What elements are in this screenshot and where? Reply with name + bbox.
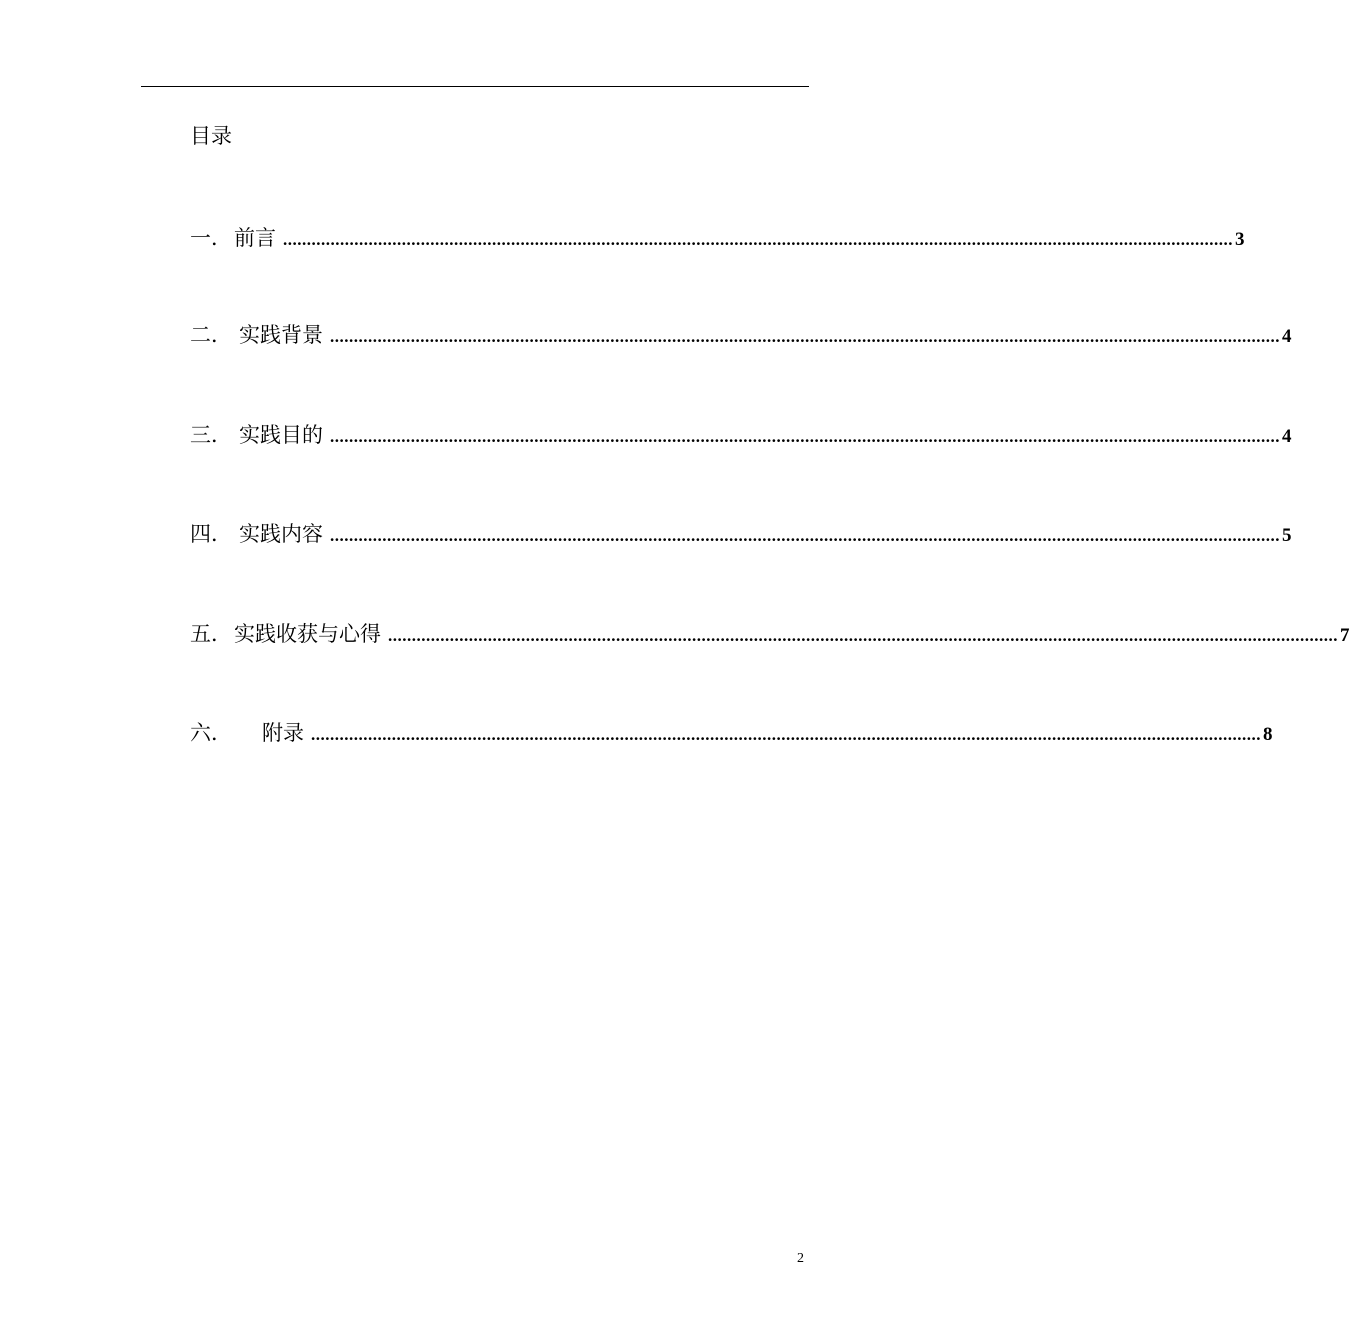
toc-entry-label: 实践背景 [239,323,323,347]
toc-entry-label: 附录 [262,721,304,745]
toc-entry-number: 一． [190,226,232,250]
toc-entry-content[interactable] [190,520,1292,548]
toc-dot-leader: ........................................................................................................................................................................................................ [283,230,1233,249]
toc-dot-leader: ........................................................................................................................................................................................................ [330,427,1280,446]
toc-entry-page: 8 [1263,724,1273,745]
toc-entry-label: 实践目的 [239,423,323,447]
toc-entry-number: 二． [190,323,232,347]
toc-entry-purpose[interactable] [190,421,1292,449]
toc-entry-label: 实践内容 [239,522,323,546]
toc-entry-reflections[interactable] [190,620,1350,648]
toc-entry-page: 4 [1282,326,1292,347]
table-of-contents [190,0,1350,1344]
toc-entry-page: 3 [1235,229,1245,250]
toc-entry-background[interactable] [190,321,1292,349]
toc-entry-appendix[interactable] [190,719,1273,747]
toc-entry-number: 六． [190,721,232,745]
toc-entry-number: 五． [190,622,232,646]
toc-entry-page: 4 [1282,426,1292,447]
toc-dot-leader: ........................................................................................................................................................................................................ [330,526,1280,545]
toc-entry-label: 实践收获与心得 [234,622,381,646]
toc-dot-leader: ........................................................................................................................................................................................................ [388,626,1338,645]
toc-entry-preface[interactable] [190,224,1245,252]
toc-entry-label: 前言 [234,226,276,250]
toc-dot-leader: ........................................................................................................................................................................................................ [330,327,1280,346]
toc-entry-page: 7 [1340,625,1350,646]
toc-entry-page: 5 [1282,525,1292,546]
toc-entry-number: 四． [190,522,232,546]
page-number: 2 [797,1251,804,1266]
toc-entry-number: 三． [190,423,232,447]
toc-title: 目录 [190,124,232,148]
toc-dot-leader: ........................................................................................................................................................................................................ [311,725,1261,744]
